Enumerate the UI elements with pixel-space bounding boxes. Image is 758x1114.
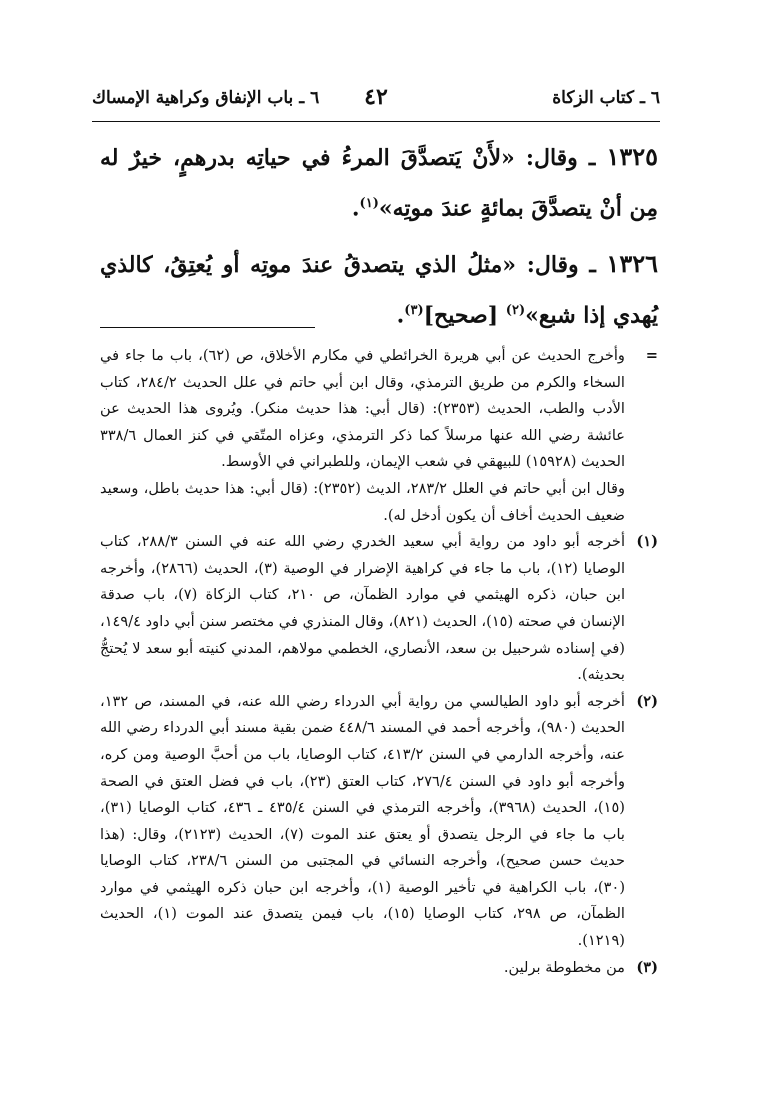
footnote-2 [100, 689, 658, 955]
hadith-end: . [396, 302, 405, 329]
footnote-text: وأخرج الحديث عن أبي هريرة الخرائطي في مكارم الأخلاق، ص (٦٢)، باب ما جاء في السخاء والكرم من طريق الترمذي، وقال ابن أبي حاتم في علل الحديث ٢٨٤/٢، كتاب الأدب والطب، الحديث (٢٣٥٣): (قال أبي: هذا حديث منكر). ويُروى هذا الحديث عن عائشة رضي الله عنها مرسلاً كما ذكر الترمذي، وعزاه المتّقي في كنز العمال ٣٣٨/٦ الحديث (١٥٩٢٨) للبيهقي في شعب الإيمان، وللطبراني في الأوسط. [100, 347, 625, 471]
header-book-title: ٦ ـ كتاب الزكاة [552, 88, 660, 108]
header-chapter-title: ٦ ـ باب الإنفاق وكراهية الإمساك [92, 88, 320, 108]
hadith-1326 [100, 241, 658, 338]
footnote-ref[interactable]: (١) [359, 196, 379, 211]
footnote-marker: (١) [636, 533, 658, 551]
hadith-text: ـ وقال: «مثلُ الذي يتصدقُ عندَ موتِه أو يُعتِقُ، كالذي يُهدي إذا شبع» [100, 252, 658, 329]
footnote-text: من مخطوطة برلين. [503, 958, 625, 976]
hadith-text: ـ وقال: «لأَنْ يَتصدَّقَ المرءُ في حياتِه بدرهمٍ، خيرٌ له مِن أنْ يتصدَّقَ بمائةٍ عندَ موتِه» [100, 145, 658, 222]
hadith-end: . [351, 195, 360, 222]
footnote-separator [100, 327, 315, 328]
footnote-marker: (٢) [636, 692, 658, 710]
footnote-1 [100, 529, 658, 689]
footnotes [100, 343, 658, 981]
page-number: ٤٢ [364, 84, 388, 110]
footnote-continued [100, 343, 658, 529]
hadith-number: ١٣٢٥ [606, 142, 658, 171]
main-text [100, 134, 658, 349]
footnote-text: وقال ابن أبي حاتم في العلل ٢٨٣/٢، الديث (٢٣٥٢): (قال أبي: هذا حديث باطل، وسعيد ضعيف الحديث أخاف أن يكون أدخل له). [100, 479, 625, 524]
header-rule [92, 121, 660, 122]
footnote-3 [100, 955, 658, 982]
hadith-1325 [100, 134, 658, 231]
footnote-text: أخرجه أبو داود الطيالسي من رواية أبي الدرداء رضي الله عنه، في المسند، ص ١٣٢، الحديث (٩٨٠)، وأخرجه أحمد في المسند ٤٤٨/٦ ضمن بقية مسند أبي الدرداء رضي الله عنه، وأخرجه الدارمي في السنن ٤١٣/٢، كتاب الوصايا، باب من أحبَّ الوصية ومن كره، وأخرجه أبو داود في السنن ٢٧٦/٤، كتاب العتق (٢٣)، باب في فضل العتق في الصحة (١٥)، الحديث (٣٩٦٨)، وأخرجه الترمذي في السنن ٤٣٥/٤ ـ ٤٣٦، كتاب الوصايا (٣١)، باب ما جاء في الرجل يتصدق أو يعتق عند الموت (٧)، الحديث (٢١٢٣)، وقال: (هذا حديث حسن صحيح)، وأخرجه النسائي في المجتبى من السنن ٢٣٨/٦، كتاب الوصايا (٣٠)، باب الكراهية في تأخير الوصية (١)، وأخرجه ابن حبان ذكره الهيثمي في موارد الظمآن، ص ٢٩٨، كتاب الوصايا (١٥)، باب فيمن يتصدق عند الموت (١)، الحديث (١٢١٩). [100, 692, 626, 950]
footnote-ref[interactable]: (٢) [505, 303, 526, 319]
footnote-marker: (٣) [636, 958, 658, 976]
footnote-ref[interactable]: (٣) [404, 303, 424, 319]
footnote-text: أخرجه أبو داود من رواية أبي سعيد الخدري رضي الله عنه في السنن ٢٨٨/٣، كتاب الوصايا (١٢)، باب ما جاء في كراهية الإضرار في الوصية (٣)، الحديث (٢٨٦٦)، وأخرجه ابن حبان، ذكره الهيثمي في موارد الظمآن، ص ٢١٠، كتاب الزكاة (٧)، باب صدقة الإنسان في صحته (١٥)، الحديث (٨٢١)، وقال المنذري في مختصر سنن أبي داود ١٤٩/٤، (في إسناده شرحبيل بن سعد، الأنصاري، الخطمي مولاهم، المدني كنيته أبو سعد لا يُحتجُّ بحديثه). [100, 533, 626, 684]
hadith-grade: [صحيح] [423, 302, 506, 329]
running-header [92, 84, 660, 116]
hadith-number: ١٣٢٦ [606, 249, 658, 279]
footnote-marker: = [645, 347, 658, 364]
